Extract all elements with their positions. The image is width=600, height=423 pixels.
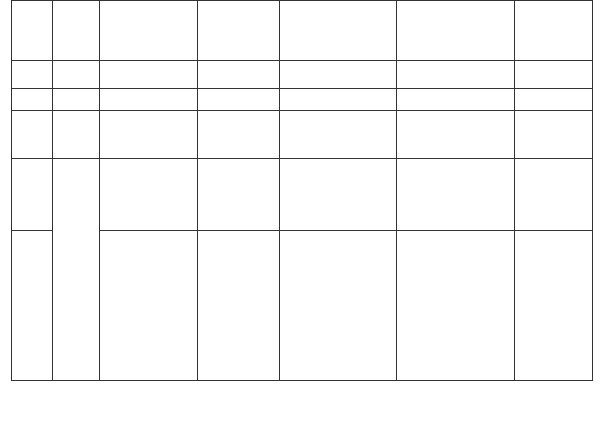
table-row xyxy=(12,111,593,159)
row-process xyxy=(397,159,515,231)
row-range xyxy=(198,61,280,89)
row-range xyxy=(198,111,280,159)
row-control xyxy=(280,231,397,381)
group-cell xyxy=(53,159,100,381)
row-index xyxy=(12,111,53,159)
table-row xyxy=(12,159,593,231)
group-cell-empty xyxy=(53,111,100,159)
group-cell-empty xyxy=(53,89,100,111)
group-cell-empty xyxy=(53,61,100,89)
row-remark xyxy=(515,89,593,111)
row-control xyxy=(280,159,397,231)
row-process xyxy=(397,1,515,61)
row-remark xyxy=(515,159,593,231)
row-name xyxy=(100,1,198,61)
row-range xyxy=(198,159,280,231)
row-range xyxy=(198,89,280,111)
row-index xyxy=(12,159,53,231)
row-remark xyxy=(515,1,593,61)
row-name xyxy=(100,61,198,89)
row-process xyxy=(397,111,515,159)
row-process xyxy=(397,89,515,111)
row-index xyxy=(12,231,53,381)
row-remark xyxy=(515,231,593,381)
table-row xyxy=(12,61,593,89)
row-index xyxy=(12,89,53,111)
row-control xyxy=(280,89,397,111)
row-name xyxy=(100,111,198,159)
row-range xyxy=(198,1,280,61)
table-row xyxy=(12,89,593,111)
row-name xyxy=(100,159,198,231)
table-row xyxy=(12,1,593,61)
document-table xyxy=(11,0,593,381)
row-remark xyxy=(515,61,593,89)
row-control xyxy=(280,1,397,61)
row-index xyxy=(12,61,53,89)
row-remark xyxy=(515,111,593,159)
table-row xyxy=(12,231,593,381)
row-process xyxy=(397,61,515,89)
group-cell-empty xyxy=(53,1,100,61)
row-control xyxy=(280,111,397,159)
row-index xyxy=(12,1,53,61)
row-range xyxy=(198,231,280,381)
row-control xyxy=(280,61,397,89)
row-name xyxy=(100,231,198,381)
row-process xyxy=(397,231,515,381)
row-name xyxy=(100,89,198,111)
